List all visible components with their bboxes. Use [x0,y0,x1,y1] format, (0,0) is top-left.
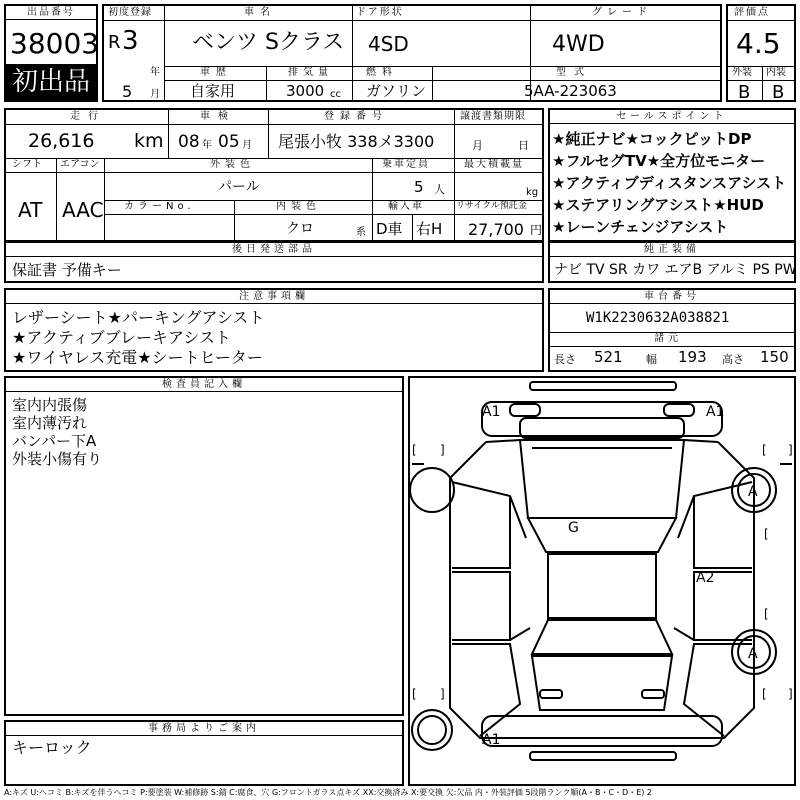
transfer-day: 日 [518,139,529,152]
inspector-line: 室内内張傷 [12,396,88,414]
reg-month: 5 [122,82,133,101]
damage-mark: A2 [696,570,715,586]
ext-color: パール [218,179,260,195]
later-parts: 保証書 予備キー [12,261,122,279]
inspection-month: 05 [218,132,240,152]
equipment-label: 純正装備 [550,243,794,257]
displacement-label: 排気量 [288,67,333,78]
length: 521 [594,348,623,366]
capacity: 5 [414,178,424,196]
sales-points-box [548,108,796,242]
ext-color-label: 外装色 [210,159,255,170]
inspector-line: 外装小傷有り [12,450,103,468]
damage-mark-front-left [482,404,500,418]
shift-label: シフト [12,159,42,170]
interior-grade: B [772,82,785,103]
equipment: ナビ TV SR カワ エアB アルミ PS PW [554,262,797,278]
damage-mark: A1 [482,732,501,748]
svg-text:]: ] [788,443,793,457]
displacement: 3000 [286,82,325,100]
reg-number-label: 登録番号 [324,111,388,122]
first-listing-badge: 初出品 [6,64,96,100]
dims-label: 諸元 [654,333,682,344]
inspector-line: バンパー下A [12,432,97,450]
inspection-year: 08 [178,132,200,152]
vin-box [548,288,796,372]
model-code: 5AA-223063 [524,82,617,100]
height-label: 高さ [722,353,744,366]
svg-text:[: [ [762,443,767,457]
damage-mark-door [696,570,714,584]
car-name-label: 車名 [244,7,276,18]
legend: A:キズ U:ヘコミ B:キズを伴うヘコミ P:要塗装 W:補修跡 S:錆 C:腐食、穴 G:フロントガラス点キズ XX:交換済み X:要交換 欠:欠品 内・外装評価 5段階ランク順(A・B・C・D・E) 2 [4,788,653,797]
office-label: 事務局よりご案内 [6,722,402,736]
inspection-year-unit: 年 [202,140,212,151]
damage-mark-rear [482,732,500,746]
notes-box [4,288,544,372]
svg-text:]: ] [440,443,445,457]
svg-text:[: [ [764,527,769,541]
int-color: クロ [286,221,314,237]
sales-points-label: セールスポイント [550,110,794,124]
history-label: 車歴 [200,67,232,78]
sales-point: ★ステアリングアシスト★HUD [552,196,764,214]
damage-mark-glass [568,520,579,534]
note-line: ★アクティブブレーキアシスト [12,328,231,347]
capacity-label: 乗車定員 [382,159,430,170]
later-parts-box [4,241,544,283]
note-line: ★ワイヤレス充電★シートヒーター [12,348,263,367]
score-label: 評価点 [734,7,770,18]
svg-text:[: [ [762,687,767,701]
fuel: ガソリン [366,82,427,100]
score: 4.5 [736,27,781,60]
svg-text:[: [ [764,607,769,621]
damage-mark: A [748,484,758,500]
ac: AAC [62,198,104,222]
load-unit: kg [526,187,539,198]
inspector-line: 室内薄汚れ [12,414,88,432]
office-note: キーロック [12,738,92,757]
era-prefix: R [108,32,121,53]
damage-mark-wheel-front [748,484,758,498]
grade: 4WD [552,32,605,57]
history: 自家用 [190,82,236,100]
displacement-unit: cc [330,89,341,100]
svg-text:]: ] [440,687,445,701]
inspector-label: 検査員記入欄 [6,378,402,392]
import-label: 輸入車 [388,201,424,212]
car-diagram-box [408,376,796,786]
ac-label: エアコン [60,159,100,170]
length-label: 長さ [554,353,576,366]
exterior-grade: B [738,82,751,103]
notes-list [12,308,264,368]
svg-text:]: ] [788,687,793,701]
width: 193 [678,348,707,366]
model-label: 型式 [556,67,592,78]
details-box [4,108,544,242]
lot-number: 38003 [10,27,100,60]
equipment-box [548,241,796,283]
import-d: D車 [376,220,403,238]
damage-mark-wheel-rear [748,646,758,660]
door-type: 4SD [368,32,409,56]
shift: AT [18,198,43,222]
note-line: レザーシート★パーキングアシスト [12,308,265,327]
mileage-label: 走行 [70,111,106,122]
vehicle-info-box [102,4,722,102]
score-box [726,4,796,102]
year-unit: 年 [150,67,160,78]
month-unit: 月 [150,89,160,100]
damage-mark-front-right [706,404,724,418]
color-no-label: カラーNo. [124,201,195,212]
grade-label: グレード [592,7,652,18]
recycle-amount: 27,700 [468,220,524,239]
load-label: 最大積載量 [464,159,524,170]
lot-number-label: 出品番号 [6,6,96,20]
damage-mark: A1 [706,404,725,420]
transfer-month: 月 [472,139,483,152]
car-name: ベンツ Sクラス [192,30,345,55]
notes-label: 注意事項欄 [6,290,542,304]
sales-point: ★フルセグTV★全方位モニター [552,152,766,170]
width-label: 幅 [646,353,657,366]
door-label: ドア形状 [356,7,404,18]
damage-mark: G [568,520,579,536]
sales-point: ★純正ナビ★コックピットDP [552,130,752,148]
svg-text:[: [ [412,687,417,701]
inspector-box [4,376,404,716]
mileage-unit: km [134,130,164,152]
reg-number: 尾張小牧 338メ3300 [278,132,435,151]
inspection-month-unit: 月 [242,140,252,151]
transfer-label: 譲渡書類期限 [460,111,526,122]
fuel-label: 燃料 [366,67,398,78]
inspection-label: 車検 [200,111,236,122]
later-parts-label: 後日発送部品 [6,243,542,257]
capacity-unit: 人 [434,183,445,196]
car-diagram [410,378,794,784]
office-box [4,720,404,786]
sales-point: ★アクティブディスタンスアシスト [552,174,787,192]
first-reg-label: 初度登録 [108,7,152,18]
import-h: 右H [416,220,443,238]
damage-mark: A1 [482,404,501,420]
recycle-label: リサイクル預託金 [456,201,527,211]
exterior-label: 外装 [732,67,752,78]
int-color-unit: 系 [356,227,366,238]
reg-year: 3 [122,26,139,56]
inspector-list [12,396,102,468]
mileage: 26,616 [28,130,95,152]
height: 150 [760,348,789,366]
sales-point: ★レーンチェンジアシスト [552,218,729,236]
lot-number-box [4,4,98,102]
interior-label: 内装 [766,67,786,78]
int-color-label: 内装色 [276,201,321,212]
recycle-unit: 円 [530,223,543,237]
vin: W1K2230632A038821 [586,310,730,326]
damage-mark: A [748,646,758,662]
svg-text:[: [ [412,443,417,457]
vin-label: 車台番号 [550,290,794,304]
sales-points-list [552,128,786,238]
